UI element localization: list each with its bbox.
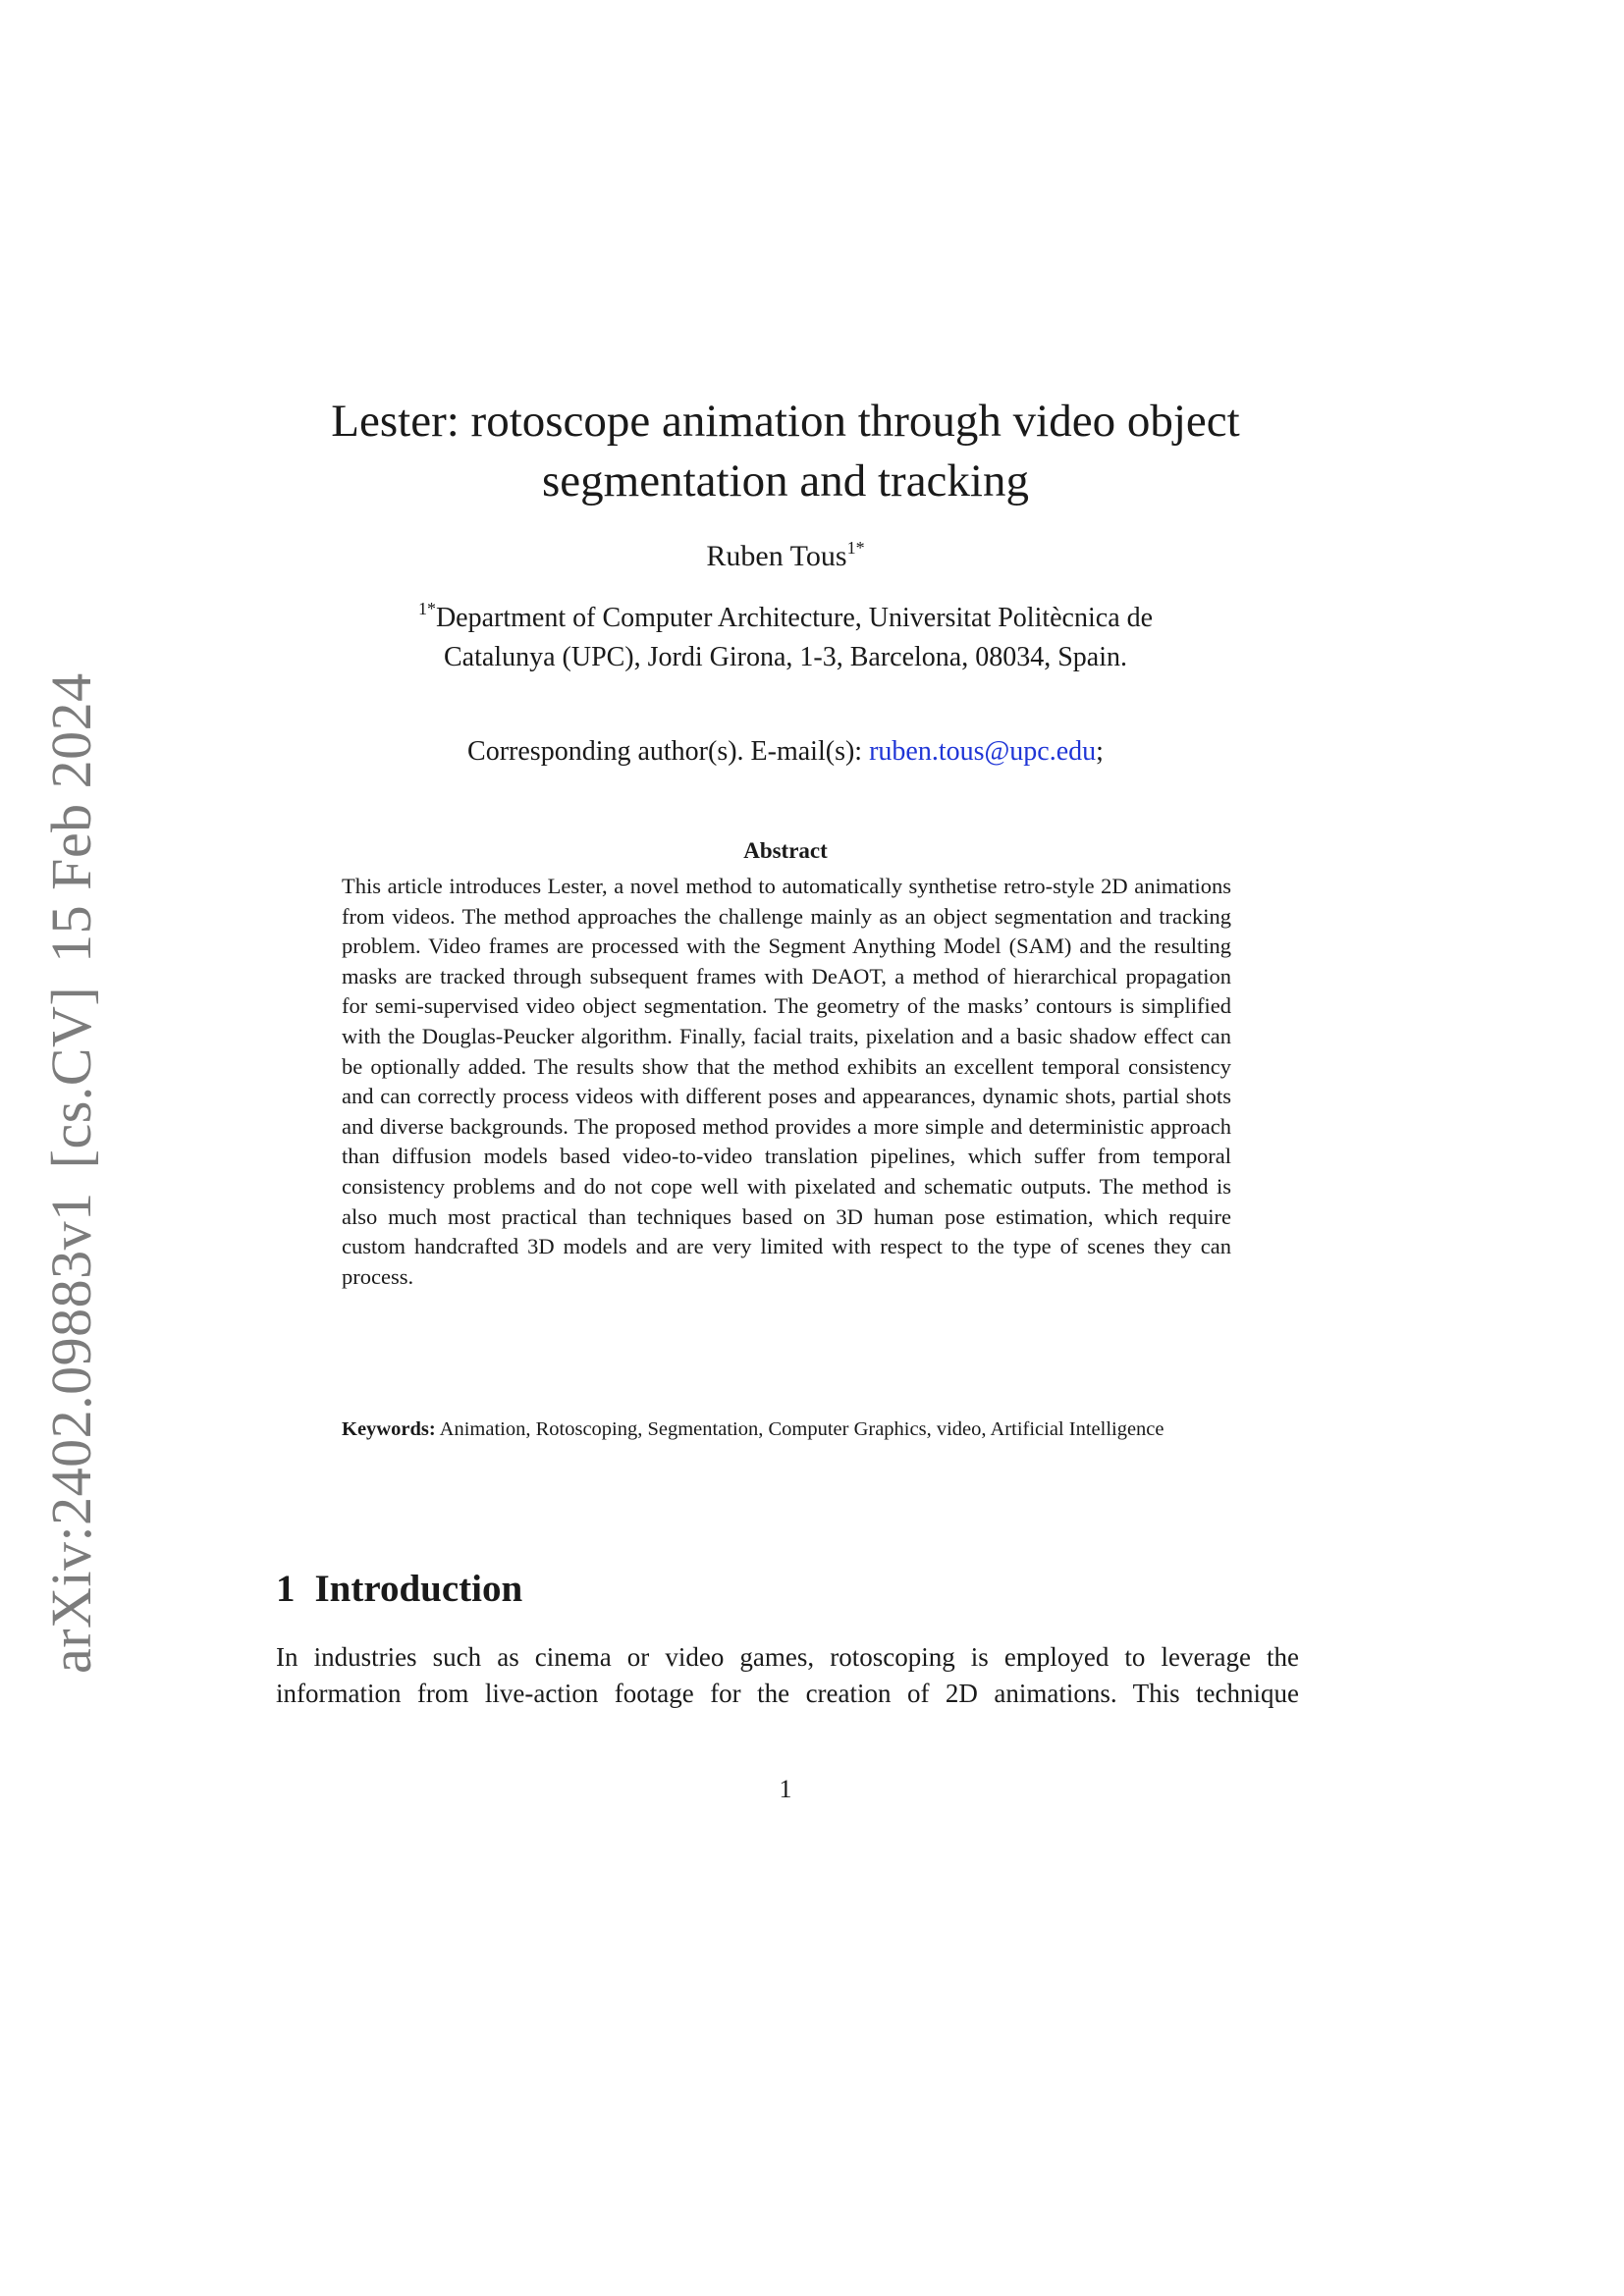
email-link[interactable]: ruben.tous@upc.edu [869,736,1097,767]
page-number: 1 [779,1775,792,1803]
paper-title [196,392,1375,511]
affiliation-line-2: Catalunya (UPC), Jordi Girona, 1-3, Barcelona, 08034, Spain. [444,642,1127,672]
correspondence-suffix: ; [1096,736,1104,767]
section-heading [276,1567,522,1612]
abstract-heading: Abstract [743,838,828,863]
affiliation [295,589,1276,677]
keywords-text: Animation, Rotoscoping, Segmentation, Computer Graphics, video, Artificial Intelligence [439,1418,1164,1440]
author [295,530,1276,574]
keywords-label: Keywords: [342,1418,436,1440]
title-line-1: Lester: rotoscope animation through video object [331,396,1240,448]
correspondence-prefix: Corresponding author(s). E-mail(s): [467,736,863,767]
section-title: Introduction [314,1568,523,1610]
author-mark: 1* [846,538,865,558]
intro-line-1: In industries such as cinema or video games, rotoscoping is employed to leverage the [276,1642,1299,1672]
title-line-2: segmentation and tracking [542,455,1029,507]
arxiv-category: [cs.CV] [39,986,103,1169]
author-name: Ruben Tous [706,540,847,572]
arxiv-identifier: arXiv:2402.09883v1 [39,1192,103,1674]
section-number: 1 [276,1568,296,1610]
intro-line-2: information from live-action footage for the creation of 2D animations. This technique [276,1679,1299,1708]
intro-paragraph [276,1639,1299,1712]
affiliation-line-1: $^{1*}$Department of Computer Architecture, Universitat Politècnica de [417,599,1154,633]
correspondence [295,734,1276,770]
affiliation-mark: 1* [417,599,436,618]
arxiv-date: 15 Feb 2024 [39,672,103,963]
keywords [342,1416,1231,1443]
arxiv-stamp [39,649,103,1674]
abstract-text: This article introduces Lester, a novel method to automatically synthetise retro-style 2D animations from videos. The method approaches the challenge mainly as an object segmentation and tracking problem. Video frames are processed with the Segment Anything Model (SAM) and the resulting masks are tracked through subsequent frames with DeAOT, a method of hierarchical propagation for semi-supervised video object segmentation. The geometry of the masks’ contours is simplified with the Douglas-Peucker algorithm. Finally, facial traits, pixelation and a basic shadow effect can be optionally added. The results show that the method exhibits an excellent temporal consistency and can correctly process videos with different poses and appearances, dynamic shots, partial shots and diverse backgrounds. The proposed method provides a more simple and deterministic approach than diffusion models based video-to-video translation pipelines, which suffer from temporal consistency problems and do not cope well with pixelated and schematic outputs. The method is also much most practical than techniques based on 3D human pose estimation, which require custom handcrafted 3D models and are very limited with respect to the type of scenes they can process. [342,874,1231,1289]
